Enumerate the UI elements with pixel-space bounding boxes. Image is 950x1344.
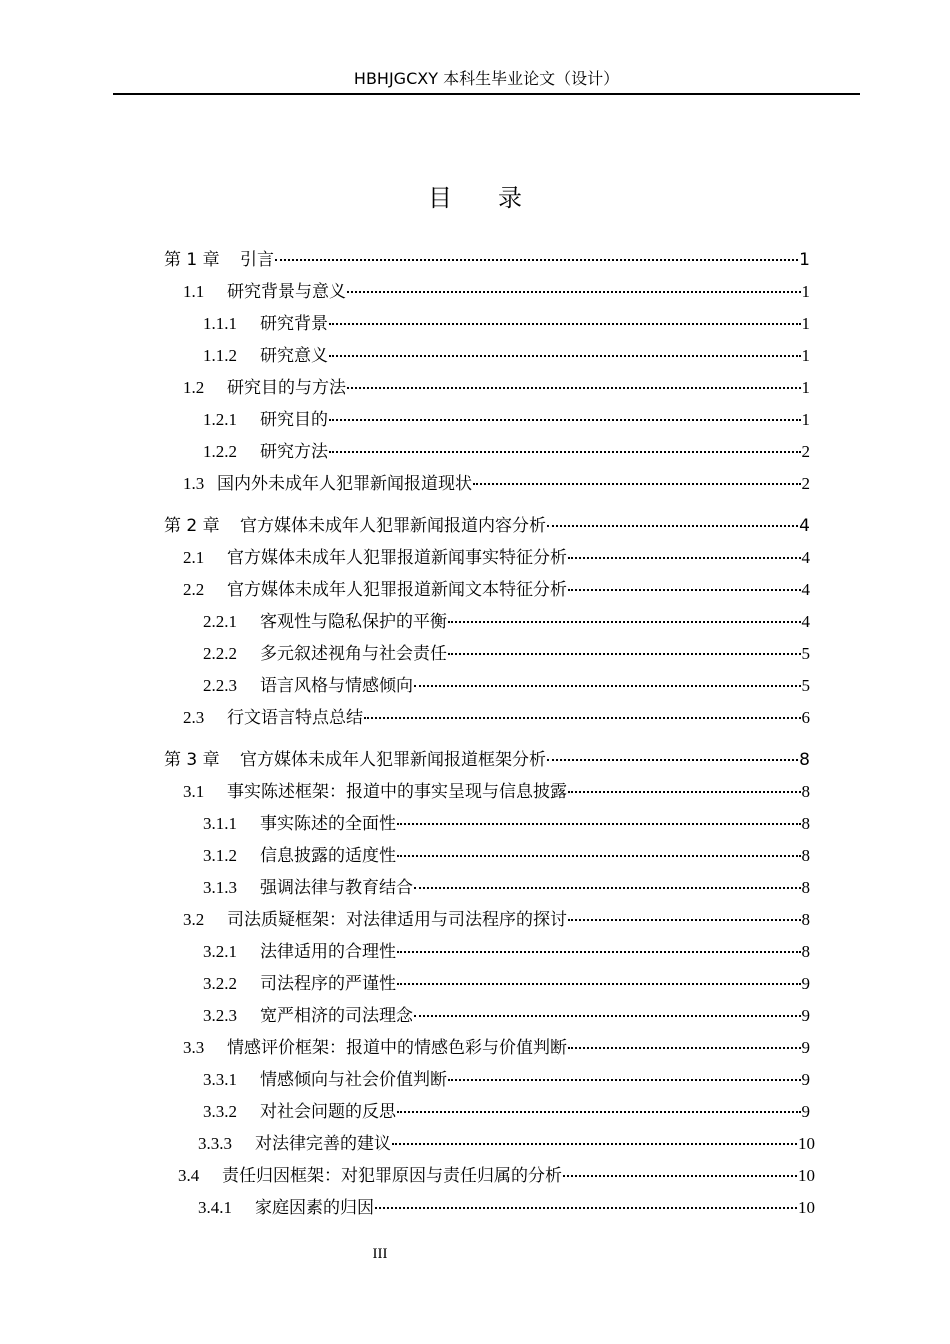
toc-entry-page: 4 (799, 516, 810, 536)
toc-entry-page: 6 (801, 708, 810, 727)
toc-dot-leader (375, 1205, 797, 1209)
toc-entry-number: 3.2.3 (203, 1006, 237, 1025)
toc-entry[interactable] (203, 312, 810, 336)
toc-entry-page: 1 (801, 378, 810, 397)
toc-entry[interactable] (203, 344, 810, 368)
toc-entry-number: 1.2.1 (203, 410, 237, 429)
toc-entry-page: 10 (798, 1166, 815, 1185)
toc-entry-page: 8 (799, 750, 810, 770)
toc-entry-number: 3.1.1 (203, 814, 237, 833)
toc-entry-page: 1 (801, 410, 810, 429)
toc-entry-page: 5 (801, 676, 810, 695)
toc-entry-number: 第 1 章 (164, 250, 220, 270)
toc-entry[interactable] (178, 1164, 815, 1188)
toc-entry-page: 2 (801, 442, 810, 461)
toc-entry-label: 法律适用的合理性 (260, 942, 396, 961)
toc-entry-page: 9 (801, 1006, 810, 1025)
toc-entry-page: 8 (801, 942, 810, 961)
toc-entry-label: 责任归因框架：对犯罪原因与责任归属的分析 (222, 1166, 562, 1185)
toc-entry-label: 对社会问题的反思 (260, 1102, 396, 1121)
toc-entry-page: 8 (801, 782, 810, 801)
toc-dot-leader (364, 715, 801, 719)
page-header: HBHJGCXY 本科生毕业论文（设计） (353, 69, 620, 88)
toc-entry-number: 3.2 (183, 910, 205, 929)
toc-entry-label: 研究目的 (260, 410, 328, 429)
toc-dot-leader (275, 257, 798, 261)
toc-entry[interactable] (203, 844, 810, 868)
toc-entry[interactable] (198, 1196, 815, 1220)
toc-dot-leader (397, 1109, 801, 1113)
toc-dot-leader (414, 683, 801, 687)
toc-dot-leader (448, 651, 801, 655)
toc-entry-label: 官方媒体未成年人犯罪报道新闻文本特征分析 (227, 580, 567, 599)
toc-entry-number: 2.2.3 (203, 676, 237, 695)
toc-entry-number: 3.2.2 (203, 974, 237, 993)
toc-entry[interactable] (203, 1068, 810, 1092)
toc-entry-label: 引言 (240, 250, 274, 270)
toc-entry-number: 2.3 (183, 708, 205, 727)
toc-entry[interactable] (203, 940, 810, 964)
toc-entry[interactable] (164, 514, 810, 538)
toc-entry[interactable] (203, 408, 810, 432)
toc-entry[interactable] (203, 972, 810, 996)
toc-entry-label: 行文语言特点总结 (227, 708, 363, 727)
toc-entry-page: 10 (798, 1134, 815, 1153)
toc-entry-number: 3.2.1 (203, 942, 237, 961)
toc-entry-number: 1.2.2 (203, 442, 237, 461)
toc-entry-page: 1 (799, 250, 810, 270)
toc-entry-number: 3.3.1 (203, 1070, 237, 1089)
toc-dot-leader (547, 757, 798, 761)
toc-entry-number: 1.1.2 (203, 346, 237, 365)
toc-entry-page: 4 (801, 580, 810, 599)
toc-entry-number: 2.2.2 (203, 644, 237, 663)
toc-dot-leader (448, 1077, 801, 1081)
toc-dot-leader (568, 1045, 801, 1049)
toc-dot-leader (568, 587, 801, 591)
toc-dot-leader (448, 619, 801, 623)
toc-entry[interactable] (198, 1132, 815, 1156)
toc-dot-leader (547, 523, 798, 527)
toc-entry-label: 研究背景与意义 (227, 282, 346, 301)
toc-entry-label: 司法质疑框架：对法律适用与司法程序的探讨 (227, 910, 567, 929)
toc-entry-label: 研究方法 (260, 442, 328, 461)
toc-entry-page: 1 (801, 282, 810, 301)
toc-entry-label: 官方媒体未成年人犯罪新闻报道内容分析 (240, 516, 546, 536)
toc-entry-label: 对法律完善的建议 (255, 1134, 391, 1153)
toc-entry[interactable] (183, 546, 810, 570)
toc-entry[interactable] (183, 376, 810, 400)
toc-entry-page: 1 (801, 314, 810, 333)
toc-entry-number: 1.1 (183, 282, 205, 301)
toc-dot-leader (568, 917, 801, 921)
toc-entry-page: 9 (801, 1070, 810, 1089)
toc-entry-label: 研究意义 (260, 346, 328, 365)
toc-entry[interactable] (183, 1036, 810, 1060)
toc-entry[interactable] (183, 472, 810, 496)
toc-entry-label: 宽严相济的司法理念 (260, 1006, 413, 1025)
toc-entry-page: 2 (801, 474, 810, 493)
toc-dot-leader (329, 449, 801, 453)
toc-entry-label: 多元叙述视角与社会责任 (260, 644, 447, 663)
toc-entry[interactable] (203, 610, 810, 634)
toc-entry[interactable] (203, 812, 810, 836)
page-number: III (372, 1246, 388, 1262)
toc-entry-label: 情感评价框架：报道中的情感色彩与价值判断 (227, 1038, 567, 1057)
toc-entry[interactable] (203, 674, 810, 698)
toc-entry-label: 官方媒体未成年人犯罪报道新闻事实特征分析 (227, 548, 567, 567)
toc-entry-page: 4 (801, 548, 810, 567)
toc-entry-number: 3.1 (183, 782, 205, 801)
toc-entry-page: 8 (801, 846, 810, 865)
toc-entry-label: 家庭因素的归因 (255, 1198, 374, 1217)
toc-entry-number: 1.1.1 (203, 314, 237, 333)
toc-dot-leader (392, 1141, 797, 1145)
toc-dot-leader (414, 885, 801, 889)
toc-dot-leader (563, 1173, 797, 1177)
toc-dot-leader (397, 949, 801, 953)
toc-entry-number: 3.4.1 (198, 1198, 232, 1217)
toc-entry-label: 事实陈述的全面性 (260, 814, 396, 833)
toc-entry-number: 3.3 (183, 1038, 205, 1057)
toc-entry-number: 第 3 章 (164, 750, 220, 770)
toc-entry[interactable] (203, 440, 810, 464)
toc-entry-label: 司法程序的严谨性 (260, 974, 396, 993)
toc-entry[interactable] (203, 1100, 810, 1124)
toc-entry-number: 第 2 章 (164, 516, 220, 536)
toc-entry-page: 9 (801, 1038, 810, 1057)
toc-entry-page: 1 (801, 346, 810, 365)
toc-entry[interactable] (164, 248, 810, 272)
toc-entry[interactable] (183, 706, 810, 730)
toc-entry-label: 事实陈述框架：报道中的事实呈现与信息披露 (227, 782, 567, 801)
toc-entry-number: 3.3.3 (198, 1134, 232, 1153)
toc-entry-number: 2.2.1 (203, 612, 237, 631)
toc-dot-leader (568, 555, 801, 559)
toc-entry-page: 9 (801, 974, 810, 993)
toc-dot-leader (397, 821, 801, 825)
toc-entry[interactable] (183, 578, 810, 602)
toc-dot-leader (397, 853, 801, 857)
toc-entry[interactable] (183, 280, 810, 304)
toc-entry-number: 3.4 (178, 1166, 200, 1185)
toc-entry-label: 强调法律与教育结合 (260, 878, 413, 897)
toc-entry-label: 国内外未成年人犯罪新闻报道现状 (217, 474, 472, 493)
toc-entry-page: 8 (801, 814, 810, 833)
toc-entry-number: 2.1 (183, 548, 205, 567)
toc-entry-number: 2.2 (183, 580, 205, 599)
toc-entry-number: 1.3 (183, 474, 205, 493)
toc-entry-page: 10 (798, 1198, 815, 1217)
toc-dot-leader (347, 385, 801, 389)
toc-entry[interactable] (203, 876, 810, 900)
toc-dot-leader (473, 481, 801, 485)
toc-entry-label: 客观性与隐私保护的平衡 (260, 612, 447, 631)
toc-entry-page: 8 (801, 910, 810, 929)
toc-entry-label: 信息披露的适度性 (260, 846, 396, 865)
toc-entry-label: 研究目的与方法 (227, 378, 346, 397)
toc-entry-number: 3.1.2 (203, 846, 237, 865)
toc-dot-leader (414, 1013, 801, 1017)
toc-dot-leader (329, 417, 801, 421)
toc-dot-leader (329, 353, 801, 357)
toc-entry-label: 语言风格与情感倾向 (260, 676, 413, 695)
toc-entry-page: 9 (801, 1102, 810, 1121)
toc-dot-leader (329, 321, 801, 325)
toc-entry-page: 4 (801, 612, 810, 631)
toc-entry[interactable] (183, 780, 810, 804)
toc-entry-number: 1.2 (183, 378, 205, 397)
toc-entry-page: 8 (801, 878, 810, 897)
toc-entry-label: 情感倾向与社会价值判断 (260, 1070, 447, 1089)
toc-entry-label: 研究背景 (260, 314, 328, 333)
toc-entry[interactable] (203, 642, 810, 666)
toc-entry-page: 5 (801, 644, 810, 663)
toc-entry-number: 3.3.2 (203, 1102, 237, 1121)
toc-entry-number: 3.1.3 (203, 878, 237, 897)
toc-dot-leader (347, 289, 801, 293)
toc-dot-leader (397, 981, 801, 985)
toc-entry[interactable] (203, 1004, 810, 1028)
toc-entry[interactable] (183, 908, 810, 932)
toc-title: 目录 (428, 186, 568, 212)
toc-dot-leader (568, 789, 801, 793)
toc-entry-label: 官方媒体未成年人犯罪新闻报道框架分析 (240, 750, 546, 770)
toc-entry[interactable] (164, 748, 810, 772)
